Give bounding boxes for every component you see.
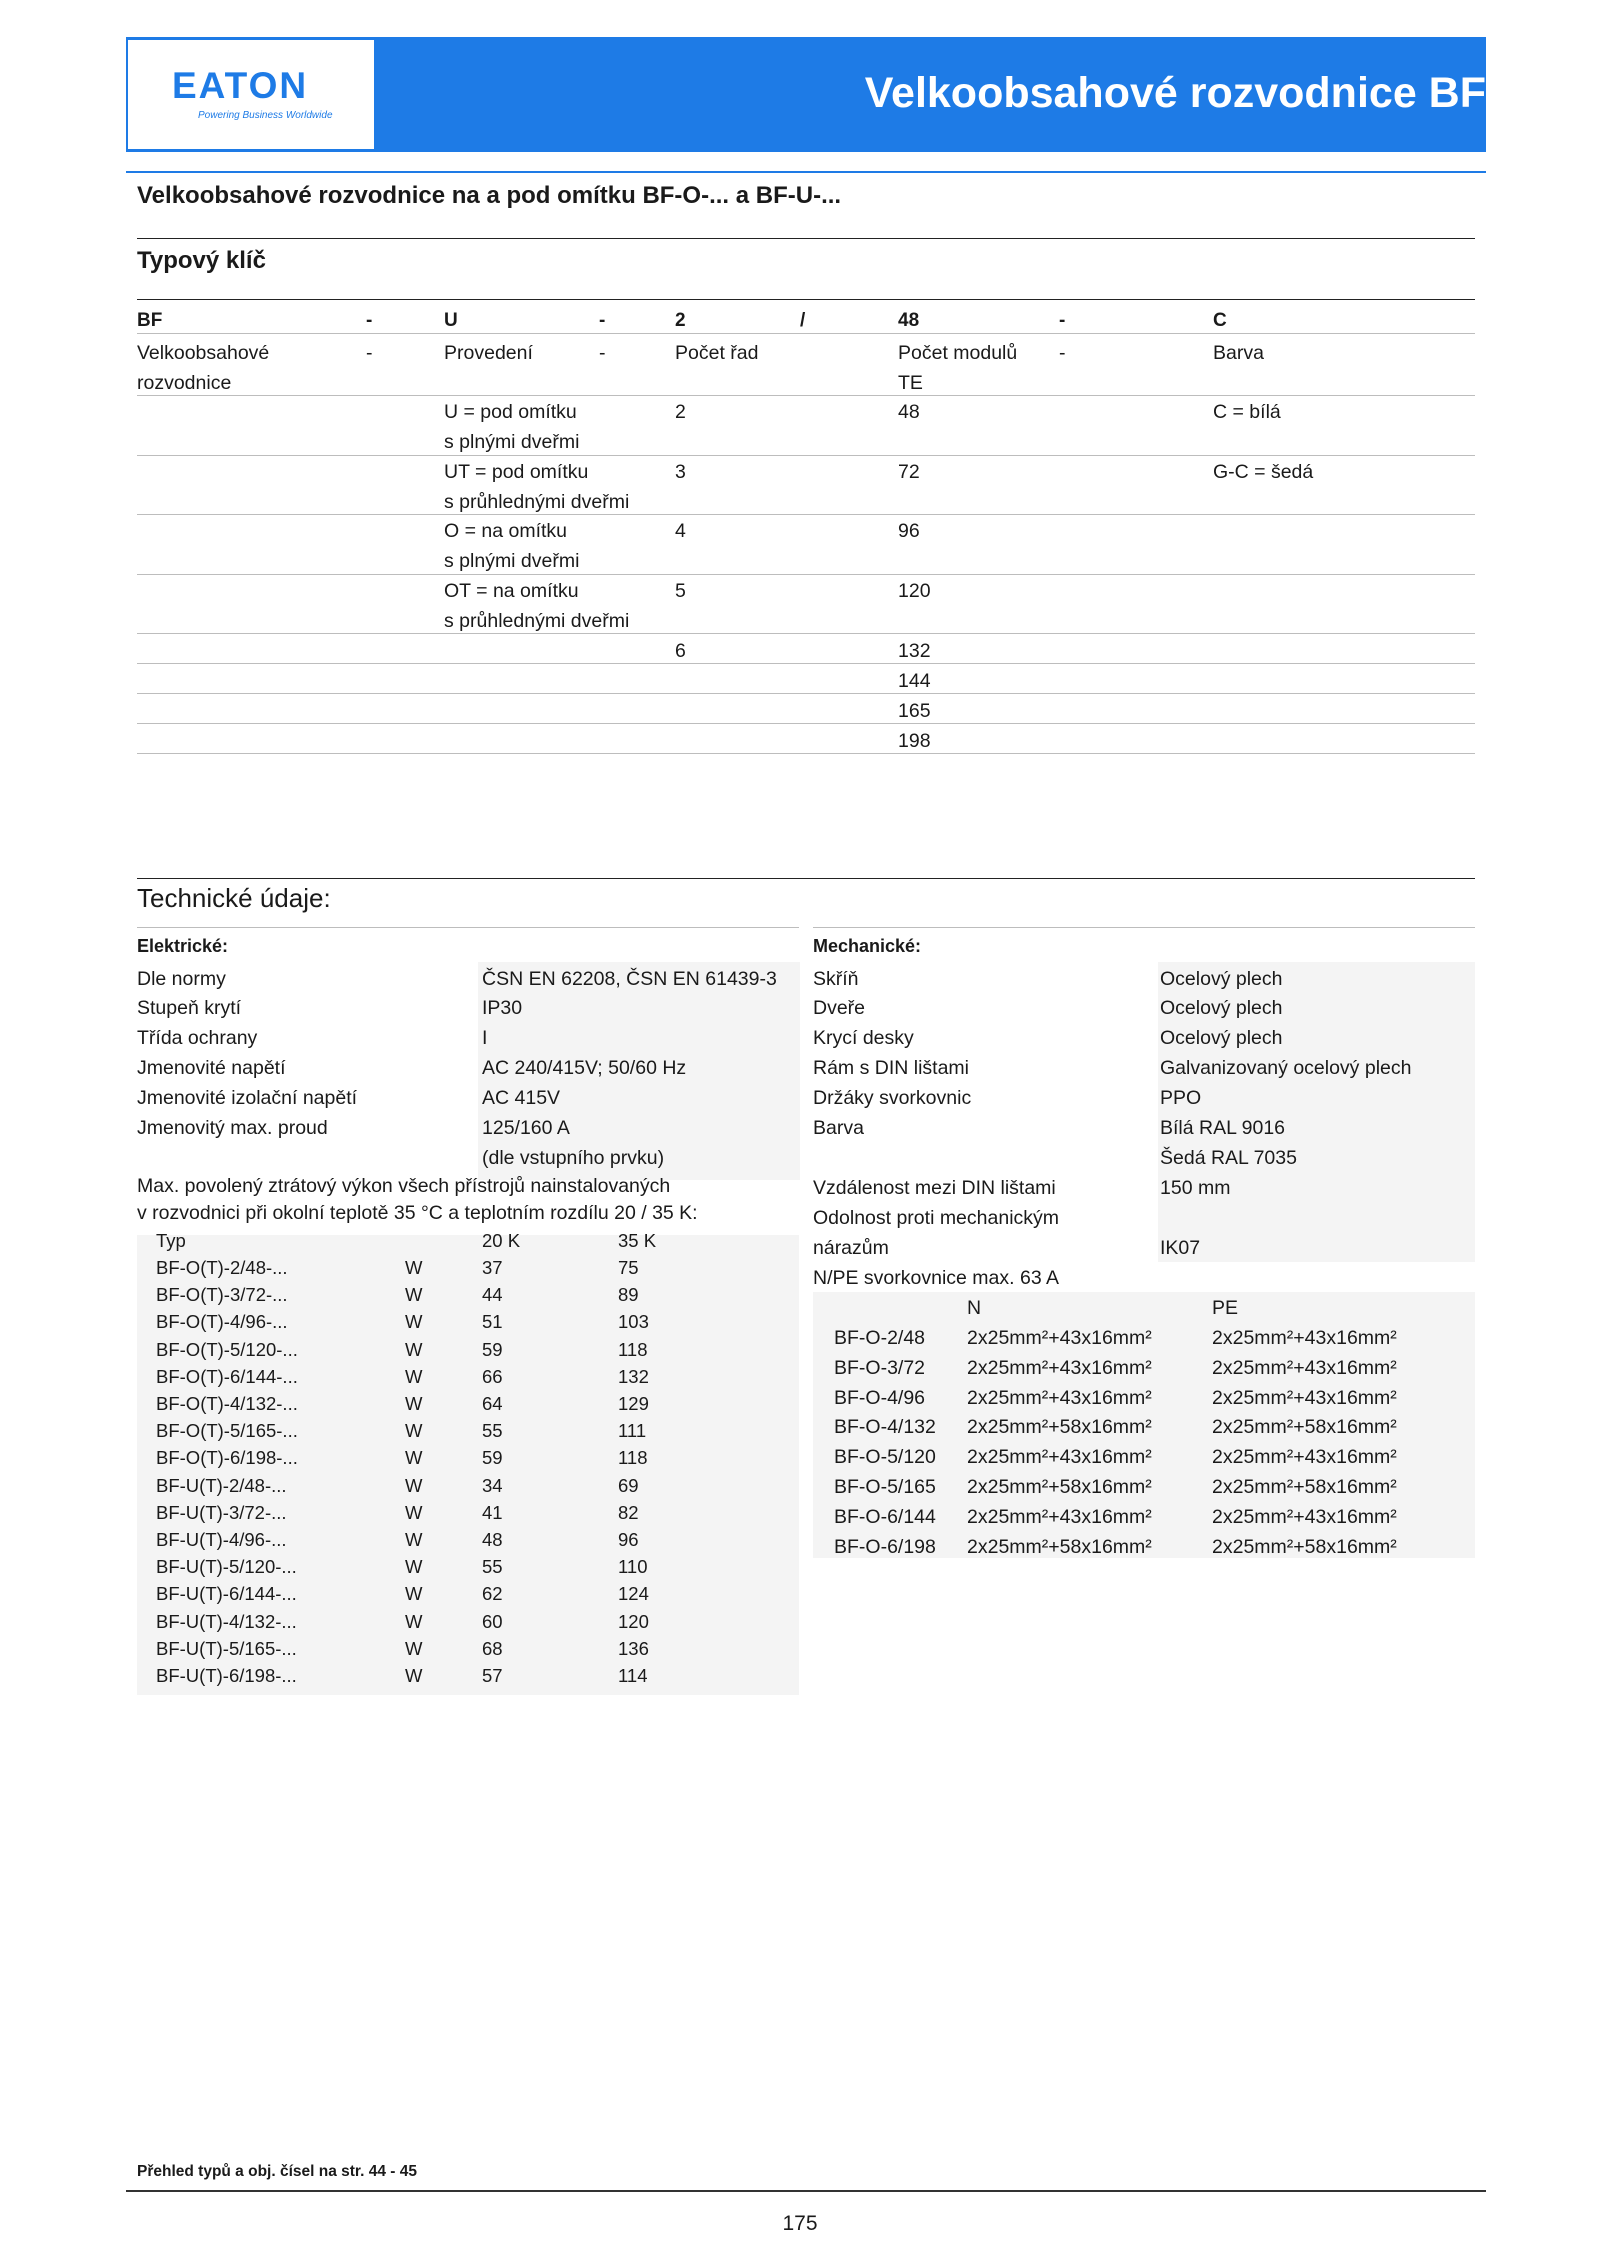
- color-value: C = bílá: [1213, 401, 1281, 423]
- loss-value: 57: [482, 1665, 503, 1686]
- terminal-type: BF-O-5/165: [834, 1476, 936, 1498]
- label-rows: Počet řad: [675, 342, 759, 364]
- row-divider: [137, 693, 1475, 694]
- version-code: U = pod omítku: [444, 401, 577, 423]
- loss-unit: W: [405, 1474, 423, 1496]
- loss-value: 89: [618, 1284, 639, 1306]
- terminal-n: 2x25mm²+58x16mm²: [967, 1476, 1152, 1498]
- row-divider: [137, 633, 1475, 634]
- loss-value: 34: [482, 1474, 503, 1496]
- terminal-type: BF-O-3/72: [834, 1356, 926, 1379]
- terminal-type: BF-O-4/132: [834, 1416, 936, 1439]
- rows-value: 6: [675, 640, 686, 662]
- logo-tagline: Powering Business Worldwide: [198, 110, 333, 121]
- loss-value: 51: [482, 1311, 503, 1333]
- loss-col-20k: 20 K: [482, 1230, 521, 1251]
- terminal-type: BF-O-5/120: [834, 1446, 936, 1469]
- loss-unit: W: [405, 1501, 423, 1523]
- loss-unit: W: [405, 1583, 423, 1605]
- terminal-col-pe: PE: [1212, 1297, 1239, 1319]
- divider: [137, 299, 1475, 300]
- loss-value: 82: [618, 1501, 639, 1523]
- loss-value: 44: [482, 1284, 503, 1306]
- divider: [813, 927, 1475, 928]
- terminal-pe: 2x25mm²+58x16mm²: [1212, 1476, 1397, 1498]
- type-key-row: [137, 636, 1475, 666]
- spec-value: 125/160 A: [482, 1117, 570, 1139]
- spec-label: Dle normy: [137, 968, 226, 990]
- row-divider: [137, 574, 1475, 575]
- spec-label: Dveře: [813, 997, 866, 1019]
- loss-value: 68: [482, 1637, 503, 1659]
- type-key-code: U: [444, 310, 458, 331]
- page-number: 175: [782, 2212, 818, 2235]
- loss-type: BF-O(T)-2/48-...: [156, 1257, 288, 1278]
- spec-value: PPO: [1160, 1087, 1202, 1109]
- type-key-header: [137, 306, 1475, 336]
- spec-label: Vzdálenost mezi DIN lištami: [813, 1177, 1056, 1199]
- row-divider: [137, 663, 1475, 664]
- loss-value: 48: [482, 1529, 503, 1550]
- divider: [137, 878, 1475, 879]
- loss-value: 69: [618, 1474, 639, 1496]
- modules-value: 48: [898, 401, 920, 423]
- type-key-sep: -: [599, 310, 606, 331]
- rows-value: 5: [675, 580, 686, 602]
- section-subtitle: Velkoobsahové rozvodnice na a pod omítku BF-O-... a BF-U-...: [137, 182, 842, 209]
- modules-value: 132: [898, 640, 931, 662]
- terminal-pe: 2x25mm²+43x16mm²: [1212, 1327, 1397, 1349]
- row-divider: [137, 514, 1475, 515]
- terminal-pe: 2x25mm²+58x16mm²: [1212, 1535, 1397, 1558]
- spec-value: ČSN EN 62208, ČSN EN 61439-3: [482, 968, 777, 990]
- spec-value: IK07: [1160, 1237, 1201, 1259]
- loss-type: BF-U(T)-5/120-...: [156, 1556, 297, 1578]
- loss-value: 132: [618, 1365, 649, 1387]
- spec-label: Skříň: [813, 968, 859, 990]
- loss-value: 66: [482, 1365, 503, 1387]
- loss-value: 103: [618, 1311, 649, 1333]
- terminal-n: 2x25mm²+58x16mm²: [967, 1416, 1152, 1439]
- spec-label: Jmenovité napětí: [137, 1057, 286, 1079]
- loss-value: 136: [618, 1637, 649, 1659]
- terminal-n: 2x25mm²+43x16mm²: [967, 1356, 1152, 1379]
- version-code: O = na omítku: [444, 520, 568, 542]
- label-sep: -: [366, 342, 373, 364]
- label-modules-unit: TE: [898, 372, 923, 394]
- spec-value: IP30: [482, 997, 523, 1019]
- loss-unit: W: [405, 1610, 423, 1632]
- rows-value: 4: [675, 520, 686, 542]
- loss-type: BF-U(T)-5/165-...: [156, 1637, 297, 1659]
- modules-value: 96: [898, 520, 920, 542]
- spec-value: Ocelový plech: [1160, 997, 1283, 1019]
- loss-type: BF-O(T)-4/132-...: [156, 1393, 298, 1414]
- loss-type: BF-O(T)-3/72-...: [156, 1284, 288, 1306]
- type-key-row: [137, 576, 1475, 636]
- type-key-sep: -: [366, 310, 373, 331]
- spec-value: 150 mm: [1160, 1177, 1231, 1199]
- loss-type: BF-O(T)-6/144-...: [156, 1365, 298, 1387]
- loss-unit: W: [405, 1420, 423, 1442]
- loss-type: BF-O(T)-6/198-...: [156, 1447, 298, 1469]
- type-key-code: 2: [675, 310, 686, 331]
- row-divider: [137, 455, 1475, 456]
- label-cabinet-2: rozvodnice: [137, 372, 232, 394]
- loss-type: BF-O(T)-4/96-...: [156, 1311, 288, 1333]
- version-code: OT = na omítku: [444, 580, 579, 602]
- terminal-type: BF-O-4/96: [834, 1386, 926, 1409]
- spec-label: Krycí desky: [813, 1027, 914, 1049]
- spec-value: Šedá RAL 7035: [1160, 1147, 1297, 1169]
- loss-value: 59: [482, 1447, 503, 1469]
- label-sep: -: [599, 342, 606, 364]
- type-key-row: [137, 397, 1475, 457]
- type-key-row: [137, 457, 1475, 517]
- loss-unit: W: [405, 1529, 423, 1550]
- loss-description: v rozvodnici při okolní teplotě 35 °C a teplotním rozdílu 20 / 35 K:: [137, 1202, 698, 1224]
- row-divider: [137, 753, 1475, 754]
- loss-value: 96: [618, 1529, 639, 1550]
- spec-value: I: [482, 1027, 488, 1049]
- loss-unit: W: [405, 1447, 423, 1469]
- terminal-col-n: N: [967, 1297, 982, 1319]
- terminal-n: 2x25mm²+58x16mm²: [967, 1535, 1152, 1558]
- loss-value: 37: [482, 1257, 503, 1278]
- terminal-type: BF-O-6/144: [834, 1505, 936, 1528]
- version-desc: s průhlednými dveřmi: [444, 610, 630, 632]
- label-version: Provedení: [444, 342, 533, 364]
- loss-value: 60: [482, 1610, 503, 1632]
- modules-value: 120: [898, 580, 931, 602]
- spec-value: Ocelový plech: [1160, 968, 1283, 990]
- row-divider: [137, 395, 1475, 396]
- label-modules: Počet modulů: [898, 342, 1018, 364]
- loss-value: 55: [482, 1420, 503, 1442]
- terminal-n: 2x25mm²+43x16mm²: [967, 1446, 1152, 1469]
- spec-label: Rám s DIN lištami: [813, 1057, 970, 1079]
- modules-value: 72: [898, 461, 920, 483]
- label-cabinet: Velkoobsahové: [137, 342, 270, 364]
- loss-type: BF-U(T)-6/198-...: [156, 1665, 297, 1686]
- spec-value: Ocelový plech: [1160, 1027, 1283, 1049]
- loss-type: BF-U(T)-4/132-...: [156, 1610, 297, 1632]
- spec-label: Držáky svorkovnic: [813, 1087, 972, 1109]
- loss-unit: W: [405, 1365, 423, 1387]
- color-value: G-C = šedá: [1213, 461, 1314, 483]
- footer-divider: [126, 2190, 1486, 2192]
- terminal-pe: 2x25mm²+43x16mm²: [1212, 1446, 1397, 1469]
- spec-value: Galvanizovaný ocelový plech: [1160, 1057, 1412, 1079]
- spec-label: Stupeň krytí: [137, 997, 242, 1019]
- type-key-code: 48: [898, 310, 920, 331]
- label-color: Barva: [1213, 342, 1264, 364]
- type-key-row: [137, 696, 1475, 726]
- loss-value: 114: [618, 1665, 648, 1686]
- loss-value: 75: [618, 1257, 639, 1278]
- type-key-sep: /: [800, 310, 806, 331]
- page-title: Velkoobsahové rozvodnice BF: [864, 69, 1486, 117]
- electrical-heading: Elektrické:: [137, 936, 229, 956]
- spec-label: nárazům: [813, 1237, 889, 1259]
- spec-value: Bílá RAL 9016: [1160, 1117, 1286, 1139]
- spec-label: Odolnost proti mechanickým: [813, 1207, 1060, 1229]
- loss-value: 59: [482, 1338, 503, 1360]
- spec-label: Jmenovitý max. proud: [137, 1117, 328, 1139]
- terminal-type: BF-O-2/48: [834, 1327, 926, 1349]
- label-sep: -: [1059, 342, 1066, 364]
- version-desc: s plnými dveřmi: [444, 550, 580, 572]
- type-key-title: Typový klíč: [137, 247, 266, 274]
- type-key-row: [137, 516, 1475, 576]
- terminal-n: 2x25mm²+43x16mm²: [967, 1505, 1152, 1528]
- version-desc: s plnými dveřmi: [444, 431, 580, 453]
- terminal-pe: 2x25mm²+58x16mm²: [1212, 1416, 1397, 1439]
- terminal-pe: 2x25mm²+43x16mm²: [1212, 1505, 1397, 1528]
- loss-unit: W: [405, 1257, 423, 1278]
- loss-value: 110: [618, 1556, 648, 1578]
- loss-value: 118: [618, 1447, 648, 1469]
- loss-unit: W: [405, 1637, 423, 1659]
- spec-value: AC 240/415V; 50/60 Hz: [482, 1057, 687, 1079]
- row-divider: [137, 333, 1475, 334]
- loss-type: BF-U(T)-6/144-...: [156, 1583, 297, 1605]
- loss-unit: W: [405, 1393, 423, 1414]
- loss-unit: W: [405, 1556, 423, 1578]
- loss-unit: W: [405, 1665, 423, 1686]
- terminal-pe: 2x25mm²+43x16mm²: [1212, 1356, 1397, 1379]
- eaton-logo: EATON: [172, 65, 309, 106]
- terminal-n: 2x25mm²+43x16mm²: [967, 1327, 1152, 1349]
- loss-type: BF-U(T)-4/96-...: [156, 1529, 287, 1550]
- spec-label: N/PE svorkovnice max. 63 A: [813, 1267, 1060, 1289]
- spec-label: Třída ochrany: [137, 1027, 258, 1049]
- type-key-row: [137, 666, 1475, 696]
- spec-value: (dle vstupního prvku): [482, 1147, 665, 1169]
- modules-value: 144: [898, 670, 931, 692]
- loss-col-type: Typ: [156, 1230, 186, 1251]
- loss-value: 124: [618, 1583, 649, 1605]
- type-key-row: [137, 726, 1475, 756]
- spec-value: AC 415V: [482, 1087, 561, 1109]
- footnote: Přehled typů a obj. čísel na str. 44 - 45: [137, 2163, 417, 2180]
- loss-value: 129: [618, 1393, 649, 1414]
- loss-type: BF-U(T)-2/48-...: [156, 1474, 287, 1496]
- loss-unit: W: [405, 1284, 423, 1306]
- modules-value: 165: [898, 700, 931, 722]
- loss-col-35k: 35 K: [618, 1230, 657, 1251]
- loss-unit: W: [405, 1311, 423, 1333]
- type-key-labels: [137, 338, 1475, 398]
- terminal-type: BF-O-6/198: [834, 1535, 936, 1558]
- version-desc: s průhlednými dveřmi: [444, 491, 630, 513]
- loss-description: Max. povolený ztrátový výkon všech přístrojů nainstalovaných: [137, 1175, 671, 1197]
- divider: [137, 927, 799, 928]
- terminal-n: 2x25mm²+43x16mm²: [967, 1386, 1152, 1409]
- terminal-pe: 2x25mm²+43x16mm²: [1212, 1386, 1397, 1409]
- divider: [137, 238, 1475, 239]
- mechanical-heading: Mechanické:: [813, 936, 922, 956]
- loss-value: 118: [618, 1338, 648, 1360]
- rows-value: 2: [675, 401, 686, 423]
- loss-type: BF-O(T)-5/165-...: [156, 1420, 298, 1442]
- type-key-code: BF: [137, 310, 163, 331]
- spec-label: Jmenovité izolační napětí: [137, 1087, 358, 1109]
- loss-value: 120: [618, 1610, 649, 1632]
- loss-value: 111: [618, 1420, 647, 1442]
- loss-value: 41: [482, 1501, 503, 1523]
- loss-value: 62: [482, 1583, 503, 1605]
- type-key-sep: -: [1059, 310, 1066, 331]
- rows-value: 3: [675, 461, 686, 483]
- tech-data-title: Technické údaje:: [137, 883, 331, 913]
- loss-value: 55: [482, 1556, 503, 1578]
- version-code: UT = pod omítku: [444, 461, 589, 483]
- loss-type: BF-O(T)-5/120-...: [156, 1338, 298, 1360]
- modules-value: 198: [898, 730, 931, 752]
- loss-unit: W: [405, 1338, 423, 1360]
- loss-value: 64: [482, 1393, 503, 1414]
- row-divider: [137, 723, 1475, 724]
- type-key-code: C: [1213, 310, 1227, 331]
- header-divider: [126, 171, 1486, 173]
- spec-label: Barva: [813, 1117, 864, 1139]
- loss-type: BF-U(T)-3/72-...: [156, 1501, 287, 1523]
